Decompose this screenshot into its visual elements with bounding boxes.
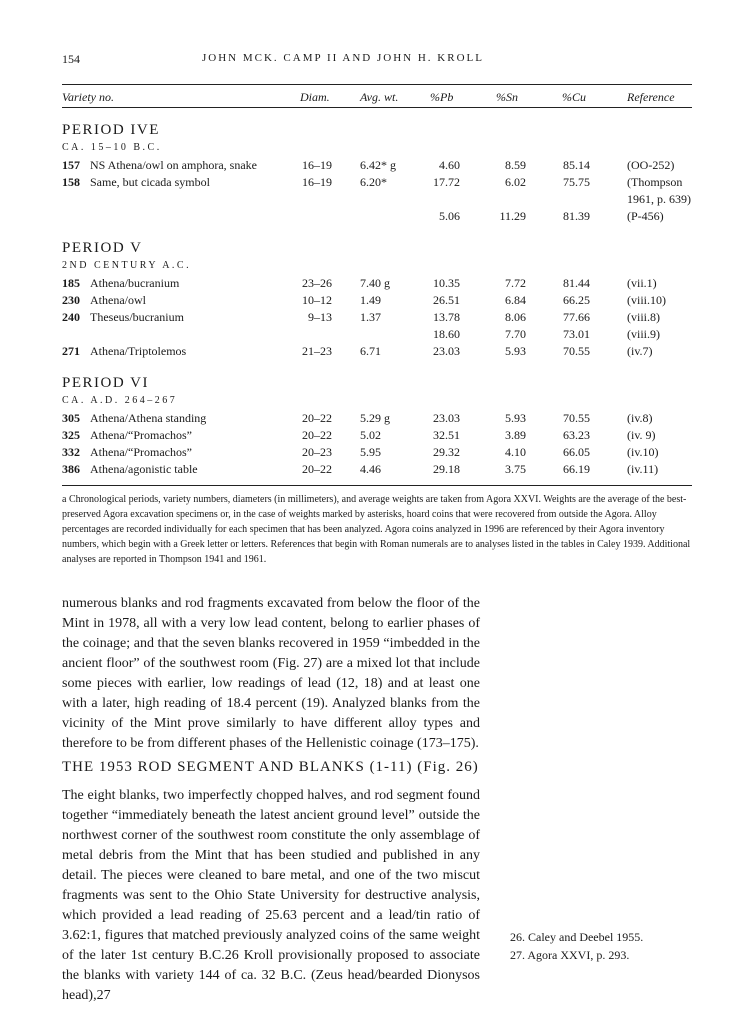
cell-sn: 8.06 [505, 310, 526, 324]
header-sn: %Sn [496, 90, 518, 104]
cell-ref: 1961, p. 639) [627, 192, 691, 206]
cell-cu: 81.39 [563, 209, 590, 223]
cell-diam: 16–19 [302, 158, 332, 172]
sidenote-27: 27. Agora XXVI, p. 293. [510, 948, 630, 962]
cell-pb: 26.51 [433, 293, 460, 307]
cell-desc: Athena/agonistic table [90, 462, 198, 476]
cell-no: 325 [62, 428, 80, 442]
period-section [62, 240, 692, 361]
cell-no: 230 [62, 293, 80, 307]
table-row [62, 411, 692, 428]
cell-sn: 5.93 [505, 411, 526, 425]
table-row [62, 175, 692, 192]
sidenotes [510, 928, 643, 964]
table-row [62, 310, 692, 327]
period-title: PERIOD IVE [62, 122, 160, 138]
cell-pb: 29.32 [433, 445, 460, 459]
header-reference: Reference [627, 90, 675, 104]
cell-cu: 77.66 [563, 310, 590, 324]
cell-ref: (viii.8) [627, 310, 660, 324]
table-footnote: a Chronological periods, variety numbers, diameters (in millimeters), and average weights are taken from Agora XXVI. Weights are the average of the best-preserved Agora excavation specimens or, in the case of weights marked by asterisks, hoard coins that were recovered from outside the Agora. Alloy percentages are recorded individually for each specimen that has been analyzed. Agora coins analyzed in 1996 are referenced by their Agora inventory numbers, which begin with a Greek letter or letters. References that begin with Roman numerals are to analyses listed in the tables in Caley 1939. Additional analyses are reported in Thompson 1941 and 1961. [62, 494, 691, 565]
cell-pb: 17.72 [433, 175, 460, 189]
table-row [62, 327, 692, 344]
cell-desc: Athena/owl [90, 293, 146, 307]
cell-ref: (viii.10) [627, 293, 666, 307]
header-cu: %Cu [562, 90, 586, 104]
cell-diam: 20–22 [302, 462, 332, 476]
cell-no: 386 [62, 462, 80, 476]
table-bottom-rule [62, 485, 692, 486]
cell-diam: 20–22 [302, 411, 332, 425]
cell-cu: 66.05 [563, 445, 590, 459]
cell-sn: 5.93 [505, 344, 526, 358]
cell-ref: (iv.8) [627, 411, 653, 425]
table-row [62, 158, 692, 175]
cell-wt: 4.46 [360, 462, 381, 476]
cell-cu: 85.14 [563, 158, 590, 172]
period-section [62, 122, 692, 226]
sidenote-26: 26. Caley and Deebel 1955. [510, 930, 644, 944]
section-heading: THE 1953 ROD SEGMENT AND BLANKS (1-11) (Fig. 26) [62, 759, 479, 775]
cell-desc: Athena/“Promachos” [90, 445, 192, 459]
period-date: CA. 15–10 B.C. [62, 142, 162, 153]
cell-ref: (viii.9) [627, 327, 660, 341]
cell-wt: 5.95 [360, 445, 381, 459]
cell-sn: 4.10 [505, 445, 526, 459]
cell-sn: 3.75 [505, 462, 526, 476]
cell-desc: Theseus/bucranium [90, 310, 184, 324]
paragraph-1-text: numerous blanks and rod fragments excavated from below the floor of the Mint in 1978, all with a very low lead content, belong to earlier phases of the coinage; and that the seven blanks recovered in 1959 “imbedded in the ancient floor” of the southwest room (Fig. 27) are a mixed lot that include some pieces with earlier, low readings of lead (12, 18) and at least one with a later, high reading of 18.4 percent (19). Analyzed blanks from the vicinity of the Mint prove similarly to have different alloy types and therefore to be from different phases of the Hellenistic coinage (173–175). [62, 596, 480, 751]
table-header-rule [62, 107, 692, 108]
alloy-table [62, 84, 692, 486]
paragraph-1 [62, 594, 480, 754]
cell-sn: 3.89 [505, 428, 526, 442]
cell-diam: 16–19 [302, 175, 332, 189]
cell-cu: 63.23 [563, 428, 590, 442]
cell-sn: 11.29 [499, 209, 526, 223]
running-head [62, 52, 682, 68]
running-head-authors: JOHN MCK. CAMP II AND JOHN H. KROLL [202, 52, 484, 64]
paragraph-2-text: The eight blanks, two imperfectly chopped halves, and rod segment found together “immediately beneath the latest ancient ground level” outside the northwest corner of the southwest room constitute the only assemblage of metal debris from the Mint that has been studied and published in any detail. The pieces were cleaned to bare metal, and one of the two miscut fragments was sent to the Ohio State University for destructive analysis, which provided a lead reading of 25.63 percent and a lead/tin ratio of 3.62:1, figures that matched previously analyzed coins of the same weight of the later 1st century B.C.26 Kroll provisionally proposed to associate the blanks with variety 144 of ca. 32 B.C. (Zeus head/bearded Dionysos head),27 [62, 788, 480, 1003]
cell-cu: 66.25 [563, 293, 590, 307]
header-pb: %Pb [430, 90, 454, 104]
header-diam: Diam. [300, 90, 330, 104]
period-title: PERIOD VI [62, 375, 149, 391]
cell-desc: Athena/Athena standing [90, 411, 207, 425]
table-row [62, 276, 692, 293]
cell-cu: 75.75 [563, 175, 590, 189]
cell-no: 305 [62, 411, 80, 425]
cell-pb: 4.60 [439, 158, 460, 172]
cell-sn: 7.72 [505, 276, 526, 290]
header-variety: Variety no. [62, 90, 114, 104]
cell-ref: (OO-252) [627, 158, 675, 172]
cell-pb: 10.35 [433, 276, 460, 290]
cell-no: 332 [62, 445, 80, 459]
cell-desc: Athena/“Promachos” [90, 428, 192, 442]
table-row [62, 344, 692, 361]
cell-no: 240 [62, 310, 80, 324]
period-section [62, 375, 692, 479]
cell-diam: 20–23 [302, 445, 332, 459]
cell-pb: 23.03 [433, 344, 460, 358]
table-row [62, 445, 692, 462]
table-row [62, 192, 692, 209]
cell-pb: 13.78 [433, 310, 460, 324]
table-row [62, 462, 692, 479]
cell-sn: 6.84 [505, 293, 526, 307]
cell-desc: Athena/bucranium [90, 276, 180, 290]
cell-sn: 6.02 [505, 175, 526, 189]
cell-desc: NS Athena/owl on amphora, snake [90, 158, 257, 172]
cell-no: 158 [62, 175, 80, 189]
table-row [62, 428, 692, 445]
cell-wt: 6.20* [360, 175, 387, 189]
cell-no: 157 [62, 158, 80, 172]
cell-cu: 70.55 [563, 344, 590, 358]
cell-diam: 9–13 [308, 310, 332, 324]
cell-ref: (iv.11) [627, 462, 659, 476]
table-row [62, 209, 692, 226]
cell-desc: Athena/Triptolemos [90, 344, 187, 358]
cell-sn: 7.70 [505, 327, 526, 341]
cell-pb: 32.51 [433, 428, 460, 442]
cell-diam: 10–12 [302, 293, 332, 307]
paragraph-2 [62, 786, 480, 1006]
cell-ref: (Thompson [627, 175, 683, 189]
cell-wt: 5.02 [360, 428, 381, 442]
cell-pb: 5.06 [439, 209, 460, 223]
cell-diam: 21–23 [302, 344, 332, 358]
cell-wt: 6.71 [360, 344, 381, 358]
period-date: CA. A.D. 264–267 [62, 395, 178, 406]
cell-wt: 5.29 g [360, 411, 390, 425]
cell-pb: 18.60 [433, 327, 460, 341]
cell-desc: Same, but cicada symbol [90, 175, 210, 189]
period-title: PERIOD V [62, 240, 143, 256]
table-row [62, 293, 692, 310]
cell-cu: 66.19 [563, 462, 590, 476]
cell-wt: 7.40 g [360, 276, 390, 290]
cell-cu: 70.55 [563, 411, 590, 425]
cell-ref: (iv. 9) [627, 428, 656, 442]
page-number: 154 [62, 52, 80, 66]
cell-ref: (P-456) [627, 209, 664, 223]
cell-diam: 20–22 [302, 428, 332, 442]
table-header [62, 85, 692, 107]
period-date: 2ND CENTURY A.C. [62, 260, 192, 271]
cell-ref: (iv.10) [627, 445, 659, 459]
cell-cu: 81.44 [563, 276, 590, 290]
cell-ref: (iv.7) [627, 344, 653, 358]
cell-no: 271 [62, 344, 80, 358]
cell-ref: (vii.1) [627, 276, 657, 290]
cell-cu: 73.01 [563, 327, 590, 341]
cell-wt: 1.49 [360, 293, 381, 307]
cell-wt: 1.37 [360, 310, 381, 324]
cell-diam: 23–26 [302, 276, 332, 290]
cell-sn: 8.59 [505, 158, 526, 172]
cell-pb: 23.03 [433, 411, 460, 425]
cell-no: 185 [62, 276, 80, 290]
cell-wt: 6.42* g [360, 158, 396, 172]
header-avg-wt: Avg. wt. [360, 90, 399, 104]
cell-pb: 29.18 [433, 462, 460, 476]
